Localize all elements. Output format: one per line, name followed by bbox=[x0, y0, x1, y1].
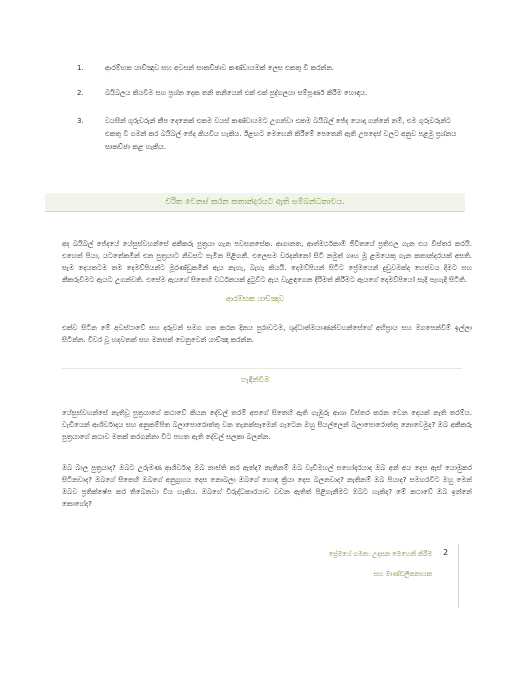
list-text: වයසින් ගුරුවරුන් කීප දෙනෙක් එකම වයස් කණ්ඩායමට උගන්වා එකම බයිබල් ජේද යොදා ගන්නේ නම්, එම ගුරුවරුන්ට එකතු වී ගමන් කර බයිබල් ජේද කියවිය හැකිය. ඊළඟට මෙහෙනි කිරීමේ පෙතෙනි ඇති උපදෙස් වලට අනුව පළමු ප්‍රශ්නය සාකච්ඡා කළ හැකිය. bbox=[105, 117, 457, 151]
section-heading: චරිත වෙනස් කරන කතාන්දරයට ඇති සම්බන්ධතාවය. bbox=[45, 193, 465, 212]
list-number: 1. bbox=[77, 64, 84, 72]
page-number: 2 bbox=[443, 548, 449, 557]
section-paragraph: අද බයිබල් ජේදයේ යේසුස්වහන්සේ අකීකරු පුත්‍රයා ගැන පවසනසේක. ආගානත, ආත්මර්ථකාමී ජීවිතයේ ප්‍රතිඵල ගැන එය විස්තර කරයි. එහෙත් පියා, යටතේකමින් එන පුත්‍රයාට නිවසට පැමින පිළිගනී. එලෙසම වරදන්නෝ සිටි නමුත් ගෘහ මූ ළමයෙකු ගැන කතාන්දරයක් අසති. සැම දෙයකටම තම දෙමව්පියන්ට මූරණ්ඩුකමින් ඇය නැහැ, බැහැ කියයි. දෙමව්පියන් සිටිට ප්‍රේමයෙන් දුඩුවමක්ද හෙජවය දීමට සහ කීකරුවීමට ඇයට උගන්වති. එසේම ඇයගේ සිතෙහි වර්ධනයක් දුටුවිට ඇය වැළඳගෙන දිරිමත් කිරීමට ඇයගේ දෙමව්පියෝ සැදී පැහැදී සිටිති. bbox=[62, 240, 472, 284]
opening-prayer-heading: ආරම්භක යාච්ඤාව bbox=[226, 294, 284, 303]
introduction-paragraph: යේසුස්වහන්සේ නැතිවූ පුත්‍රයාගේ කථාවේ කියන දේවල් තරම් අපගේ සිතෙහි ඇති ගැඹුරු ආශා විස්තර කරන වෙන දෙයක් නැති තරම්ය. වැඩියෙන් ආශිර්වාදය සහ අනුකම්පිත බලාපොරොත්තු වන තැනක්සෑමෙන් ගැටෙන ඔහු සියල්ලෙන් බලාපොරොත්තු නොවෙමුද? ඔබ අකීකරු පුත්‍රයාගේ කථාව මතක් කරගන්නා විට පහත ඇති දේවල් සලකා බලන්න. bbox=[62, 409, 472, 441]
list-number: 2. bbox=[77, 89, 84, 97]
opening-prayer-paragraph: එක්ව සිටින මේ අවස්ථාවේ සහ දරුවන් සමග ගත කරන දිනය පුරාවටම, ශුද්ධාත්මයාණන්වහන්සේගේ අභිප්‍රාය සහ මගපෙන්වීම් ඉල්ලා සිටින්න. විවර වූ හදවතක් සහ මනසක් වෙනුවෙන් යාච්ඤා කරන්න. bbox=[62, 324, 472, 344]
footer-divider bbox=[458, 544, 459, 608]
list-number: 3. bbox=[77, 117, 84, 125]
introduction-heading: හැඳින්වීම bbox=[240, 375, 270, 384]
list-text: බයිබලය කියවීම සහ ප්‍රශ්න දෙක තනි තනියෙන් එක් එක් පුද්ගලයා සම්පූර්ණ කිරීම හොඳය. bbox=[105, 89, 368, 97]
list-text: ආරම්භක යාච්ඤාව සහ අවසන් සාකච්ඡාව කණ්ඩායමක් ලෙස එකතු වී කරන්න. bbox=[105, 64, 335, 72]
footer-title: ප්‍රේමයේ ගමන: උදාසන මෙහෙනි කිරීම bbox=[328, 550, 432, 558]
divider bbox=[62, 368, 462, 369]
introduction-paragraph: ඔබ බාල පුත්‍රයාද? ඔබට උරුමණ ආශිර්වාද ඔබ නාස්ති කර ඇත්ද? නැතිනම් ඔබ වැඩිමහල් සහෝදරයාද ඔබ අන් අය දෙස ඇස් යොමුකර සිටිනවාද? ඔබගේ සිතෙහි ඔබගේ අනුග්‍රහය දෙස නොබලා ඔබගේ හොඳ ක්‍රියා දෙස බලනවාද? නැතිනම් ඔබ පියාද? සමහරවිට ඔහු මෙන් ඔබව ප්‍රතික්ෂේප කර තිබෙනවා විය හැකිය. ඔබගේ විරුද්ධකාරයාව වචන ඇතිත් පිළිගැනීමට ඔබට හැකිද? මේ කථාවේ ඔබ ඉන්නේ කොහේද? bbox=[62, 464, 472, 508]
footer-subtitle: සහ මාණ්ඩලිකනායක bbox=[373, 570, 432, 578]
